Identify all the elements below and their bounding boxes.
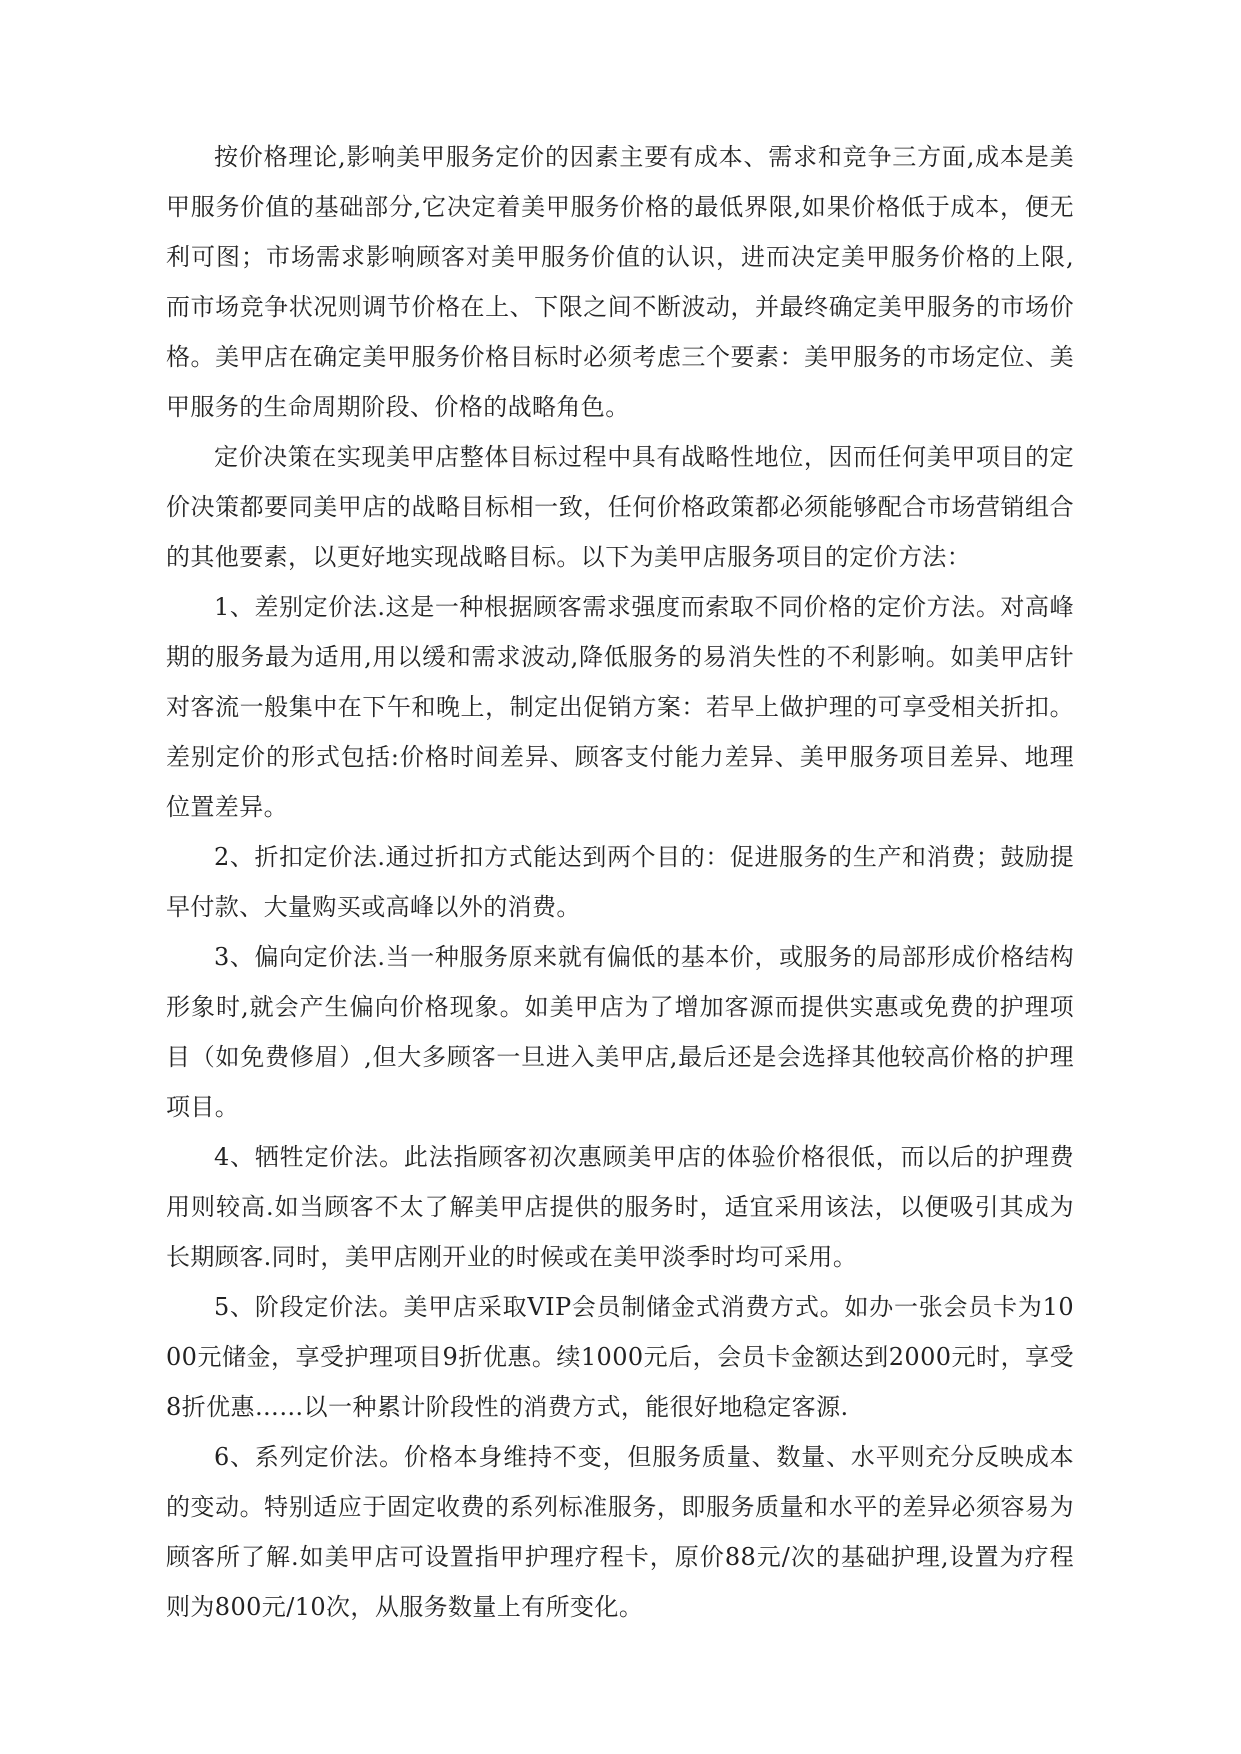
paragraph-sacrifice-pricing: 4、牺牲定价法。此法指顾客初次惠顾美甲店的体验价格很低，而以后的护理费用则较高.如当顾客不太了解美甲店提供的服务时，适宜采用该法，以便吸引其成为长期顾客.同时，美甲店刚开业的时候或在美甲淡季时均可采用。 <box>166 1143 1074 1271</box>
paragraph-series-pricing: 6、系列定价法。价格本身维持不变，但服务质量、数量、水平则充分反映成本的变动。特别适应于固定收费的系列标准服务，即服务质量和水平的差异必须容易为顾客所了解.如美甲店可设置指甲护理疗程卡，原价88元/次的基础护理,设置为疗程则为800元/10次，从服务数量上有所变化。 <box>166 1443 1074 1621</box>
document-page <box>166 132 1074 1632</box>
paragraph-stage-pricing: 5、阶段定价法。美甲店采取VIP会员制储金式消费方式。如办一张会员卡为1000元储金，享受护理项目9折优惠。续1000元后，会员卡金额达到2000元时，享受8折优惠……以一种累计阶段性的消费方式，能很好地稳定客源. <box>166 1293 1074 1421</box>
paragraph-differential-pricing: 1、差别定价法.这是一种根据顾客需求强度而索取不同价格的定价方法。对高峰期的服务最为适用,用以缓和需求波动,降低服务的易消失性的不利影响。如美甲店针对客流一般集中在下午和晚上，制定出促销方案：若早上做护理的可享受相关折扣。差别定价的形式包括:价格时间差异、顾客支付能力差异、美甲服务项目差异、地理位置差异。 <box>166 593 1074 821</box>
paragraph-pricing-factors: 按价格理论,影响美甲服务定价的因素主要有成本、需求和竞争三方面,成本是美甲服务价值的基础部分,它决定着美甲服务价格的最低界限,如果价格低于成本，便无利可图；市场需求影响顾客对美甲服务价值的认识，进而决定美甲服务价格的上限,而市场竞争状况则调节价格在上、下限之间不断波动，并最终确定美甲服务的市场价格。美甲店在确定美甲服务价格目标时必须考虑三个要素：美甲服务的市场定位、美甲服务的生命周期阶段、价格的战略角色。 <box>166 143 1074 421</box>
paragraph-bias-pricing: 3、偏向定价法.当一种服务原来就有偏低的基本价，或服务的局部形成价格结构形象时,就会产生偏向价格现象。如美甲店为了增加客源而提供实惠或免费的护理项目（如免费修眉）,但大多顾客一旦进入美甲店,最后还是会选择其他较高价格的护理项目。 <box>166 943 1074 1121</box>
paragraph-pricing-strategy: 定价决策在实现美甲店整体目标过程中具有战略性地位，因而任何美甲项目的定价决策都要同美甲店的战略目标相一致，任何价格政策都必须能够配合市场营销组合的其他要素，以更好地实现战略目标。以下为美甲店服务项目的定价方法： <box>166 443 1074 571</box>
paragraph-discount-pricing: 2、折扣定价法.通过折扣方式能达到两个目的：促进服务的生产和消费；鼓励提早付款、大量购买或高峰以外的消费。 <box>166 843 1074 921</box>
